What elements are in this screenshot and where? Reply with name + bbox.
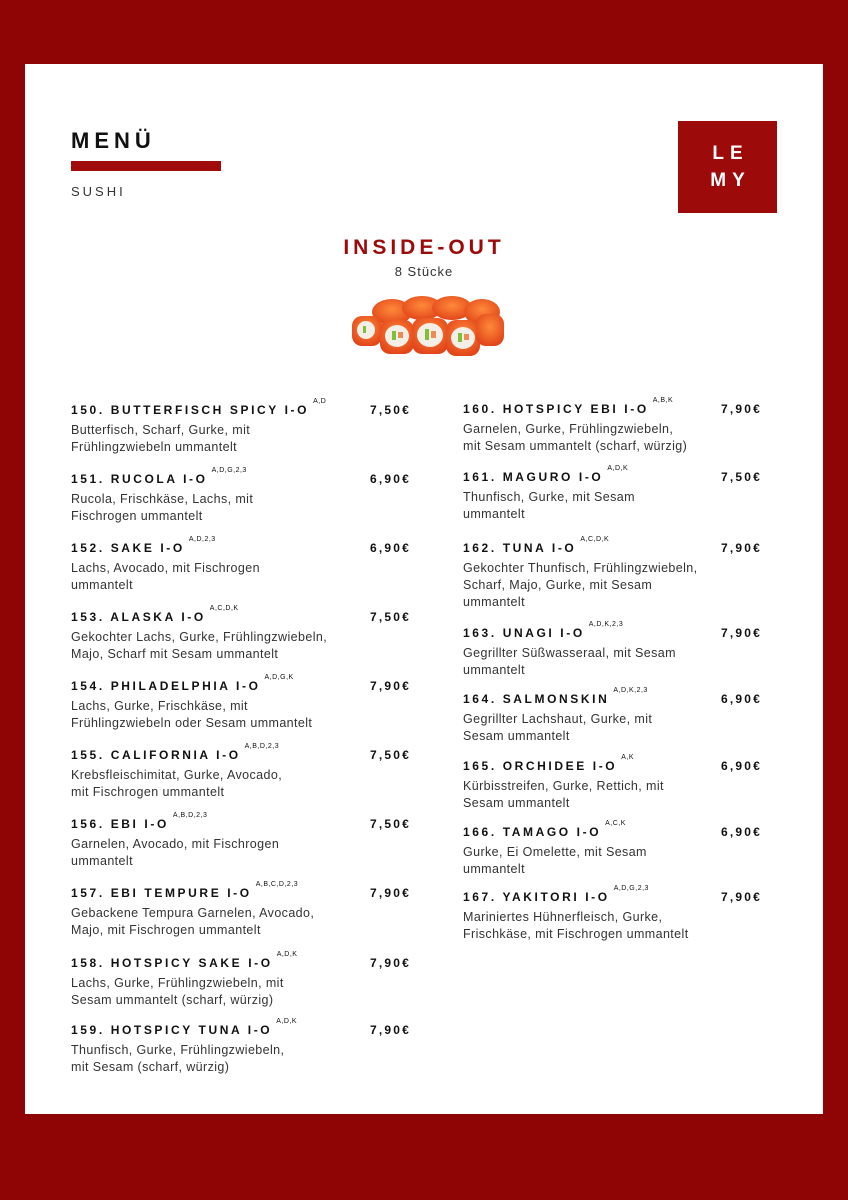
- item-name: 158. HOTSPICY SAKE $I-O^{A,D,K}$: [71, 951, 298, 970]
- item-description: Lachs, Gurke, Frühlingzwiebeln, mit Sesam ummantelt (scharf, würzig): [71, 976, 284, 1007]
- item-price: 6,90€: [370, 472, 412, 486]
- item-allergens: A,D,K: [607, 465, 629, 472]
- item-name: 155. CALIFORNIA $I-O^{A,B,D,2,3}$: [71, 743, 280, 762]
- item-price: 7,50€: [370, 748, 412, 762]
- menu-item: [71, 467, 421, 525]
- item-description: Garnelen, Avocado, mit Fischrogen ummantelt: [71, 837, 280, 868]
- menu-item: [463, 820, 813, 878]
- item-price: 7,90€: [370, 956, 412, 970]
- item-name: 157. EBI TEMPURE $I-O^{A,B,C,D,2,3}$: [71, 881, 299, 900]
- item-name: 156. EBI $I-O^{A,B,D,2,3}$: [71, 812, 208, 831]
- item-allergens: A,D,G,K: [264, 674, 294, 681]
- page-title: MENÜ: [71, 128, 156, 153]
- item-price: 7,90€: [370, 1023, 412, 1037]
- menu-item: [463, 687, 813, 745]
- item-description: Gekochter Lachs, Gurke, Frühlingzwiebeln, Majo, Scharf mit Sesam ummantelt: [71, 630, 328, 661]
- menu-item: [463, 754, 813, 812]
- item-price: 7,90€: [370, 679, 412, 693]
- item-allergens: A,B,C,D,2,3: [255, 881, 299, 888]
- item-price: 7,90€: [721, 541, 763, 555]
- item-allergens: A,D,G,2,3: [211, 467, 247, 474]
- item-price: 7,90€: [721, 626, 763, 640]
- menu-item: [71, 398, 421, 456]
- menu-item: [71, 812, 421, 870]
- item-name: 164. $SALMONSKIN^{A,D,K,2,3}$: [463, 687, 648, 706]
- logo-line-2: MY: [710, 170, 751, 191]
- item-allergens: A,C,D,K: [209, 605, 239, 612]
- item-name: 161. MAGURO $I-O^{A,D,K}$: [463, 465, 629, 484]
- item-description: Lachs, Gurke, Frischkäse, mit Frühlingzwiebeln oder Sesam ummantelt: [71, 699, 313, 730]
- item-name: 165. ORCHIDEE $I-O^{A,K}$: [463, 754, 635, 773]
- logo-line-1: LE: [712, 143, 749, 164]
- item-allergens: A,D: [313, 398, 327, 405]
- item-allergens: A,C,K: [605, 820, 626, 827]
- item-allergens: A,D,G,2,3: [613, 885, 649, 892]
- item-price: 7,90€: [370, 886, 412, 900]
- item-description: Kürbisstreifen, Gurke, Rettich, mit Sesam ummantelt: [463, 779, 664, 810]
- sushi-roll-front-row: [352, 314, 504, 356]
- item-allergens: A,D,K,2,3: [613, 687, 648, 694]
- item-name: 151. RUCOLA $I-O^{A,D,G,2,3}$: [71, 467, 247, 486]
- item-description: Gurke, Ei Omelette, mit Sesam ummantelt: [463, 845, 647, 876]
- sushi-rolls-image: [350, 294, 506, 366]
- item-description: Rucola, Frischkäse, Lachs, mit Fischrogen ummantelt: [71, 492, 254, 523]
- item-description: Gegrillter Süßwasseraal, mit Sesam ummantelt: [463, 646, 676, 677]
- item-allergens: A,B,K: [652, 397, 674, 404]
- item-price: 7,90€: [721, 402, 763, 416]
- item-name: 154. PHILADELPHIA $I-O^{A,D,G,K}$: [71, 674, 294, 693]
- section-title: INSIDE-OUT: [343, 236, 505, 259]
- item-allergens: A,C,D,K: [580, 536, 610, 543]
- item-description: Butterfisch, Scharf, Gurke, mit Frühlingzwiebeln ummantelt: [71, 423, 251, 454]
- item-description: Gegrillter Lachshaut, Gurke, mit Sesam ummantelt: [463, 712, 653, 743]
- item-description: Thunfisch, Gurke, mit Sesam ummantelt: [463, 490, 635, 521]
- title-underline-bar: [71, 161, 221, 171]
- item-price: 7,50€: [370, 610, 412, 624]
- item-name: 153. ALASKA $I-O^{A,C,D,K}$: [71, 605, 239, 624]
- section-subtitle: 8 Stücke: [394, 264, 454, 279]
- item-description: Garnelen, Gurke, Frühlingzwiebeln, mit Sesam ummantelt (scharf, würzig): [463, 422, 688, 453]
- item-price: 7,50€: [370, 403, 412, 417]
- menu-item: [463, 465, 813, 523]
- item-allergens: A,K: [621, 754, 635, 761]
- item-allergens: A,D,K: [276, 1018, 298, 1025]
- menu-item: [463, 536, 813, 611]
- item-name: 159. HOTSPICY TUNA $I-O^{A,D,K}$: [71, 1018, 298, 1037]
- menu-item: [71, 674, 421, 732]
- item-name: 150. BUTTERFISCH SPICY $I-O^{A,D}$: [71, 398, 327, 417]
- menu-sheet: [25, 64, 823, 1114]
- menu-item: [71, 951, 421, 1009]
- item-name: 163. UNAGI $I-O^{A,D,K,2,3}$: [463, 621, 624, 640]
- item-name: 166. TAMAGO $I-O^{A,C,K}$: [463, 820, 626, 839]
- menu-item: [463, 621, 813, 679]
- item-allergens: A,B,D,2,3: [172, 812, 208, 819]
- item-description: Thunfisch, Gurke, Frühlingzwiebeln, mit Sesam (scharf, würzig): [71, 1043, 285, 1074]
- item-description: Mariniertes Hühnerfleisch, Gurke, Frischkäse, mit Fischrogen ummantelt: [463, 910, 689, 941]
- menu-item: [71, 743, 421, 801]
- item-price: 6,90€: [721, 692, 763, 706]
- menu-item: [71, 881, 421, 939]
- item-name: 162. TUNA $I-O^{A,C,D,K}$: [463, 536, 610, 555]
- item-name: 152. SAKE $I-O^{A,D,2,3}$: [71, 536, 216, 555]
- item-allergens: A,B,D,2,3: [244, 743, 280, 750]
- page-subtitle: SUSHI: [71, 184, 126, 199]
- item-allergens: A,D,2,3: [188, 536, 216, 543]
- menu-item: [71, 1018, 421, 1076]
- item-description: Gebackene Tempura Garnelen, Avocado, Majo, mit Fischrogen ummantelt: [71, 906, 315, 937]
- menu-item: [463, 397, 813, 455]
- item-price: 7,50€: [370, 817, 412, 831]
- item-description: Krebsfleischimitat, Gurke, Avocado, mit Fischrogen ummantelt: [71, 768, 283, 799]
- item-name: 160. HOTSPICY EBI $I-O^{A,B,K}$: [463, 397, 674, 416]
- item-price: 6,90€: [370, 541, 412, 555]
- menu-item: [463, 885, 813, 943]
- item-name: 167. YAKITORI $I-O^{A,D,G,2,3}$: [463, 885, 649, 904]
- item-price: 6,90€: [721, 759, 763, 773]
- menu-item: [71, 536, 421, 594]
- item-price: 6,90€: [721, 825, 763, 839]
- item-allergens: A,D,K: [276, 951, 298, 958]
- item-description: Gekochter Thunfisch, Frühlingzwiebeln, Scharf, Majo, Gurke, mit Sesam ummantelt: [463, 561, 698, 609]
- menu-item: [71, 605, 421, 663]
- item-price: 7,90€: [721, 890, 763, 904]
- item-allergens: A,D,K,2,3: [588, 621, 624, 628]
- item-description: Lachs, Avocado, mit Fischrogen ummantelt: [71, 561, 260, 592]
- brand-logo: [678, 121, 777, 213]
- item-price: 7,50€: [721, 470, 763, 484]
